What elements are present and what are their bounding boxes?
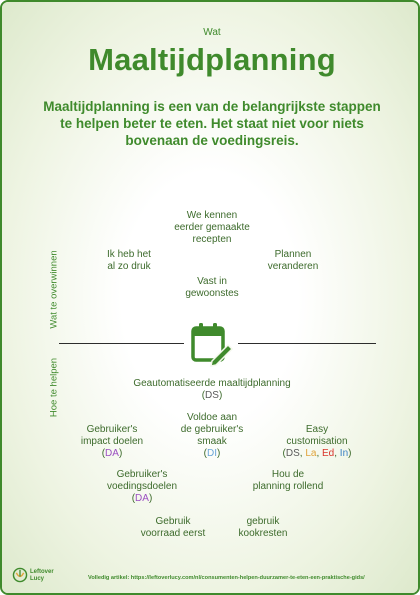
- tag-separator: ,: [299, 448, 306, 459]
- leftover-lucy-logo-icon: [12, 567, 28, 583]
- tag-da: DA: [105, 448, 119, 459]
- solution-stock: [128, 516, 218, 540]
- solution-stock-label: Gebruik voorraad eerst: [140, 516, 206, 539]
- solution-automated: [102, 378, 322, 402]
- tag-paren-open: (: [101, 448, 106, 459]
- solution-custom-label: Easy customisation: [286, 424, 348, 447]
- tag-ds: DS: [205, 390, 219, 401]
- tag-di: DI: [207, 448, 217, 459]
- tag-paren-open: (: [131, 493, 136, 504]
- solution-custom-tags: [272, 448, 362, 460]
- barrier-recipes: We kennen eerder gemaakte recepten: [174, 210, 250, 245]
- tag-ed: Ed: [322, 448, 335, 459]
- article-link[interactable]: Volledig artikel: https://leftoverlucy.com/nl/consumenten-helpen-duurzamer-te-eten-een-praktische-gids/: [88, 575, 365, 581]
- solution-impact-tags: [72, 448, 152, 460]
- logo-line-1: Leftover: [30, 569, 54, 575]
- divider-left: [59, 343, 184, 344]
- axis-label-overcome: Wat te overwinnen: [48, 250, 60, 329]
- tag-la: La: [305, 448, 317, 459]
- page-title: Maaltijdplanning: [88, 42, 336, 77]
- kicker-label: Wat: [203, 27, 221, 38]
- tag-ds: DS: [285, 448, 300, 459]
- tag-paren-close: ): [218, 390, 223, 401]
- tag-in: In: [339, 448, 349, 459]
- solution-portion-tags: [167, 448, 257, 460]
- tag-separator: ,: [334, 448, 340, 459]
- logo-text: [30, 569, 54, 583]
- tag-paren-close: ): [118, 448, 123, 459]
- solution-impact-label: Gebruiker's impact doelen: [80, 424, 144, 447]
- barrier-busy: Ik heb het al zo druk: [107, 249, 151, 272]
- solution-rolling: [240, 469, 336, 493]
- tag-da: DA: [135, 493, 149, 504]
- tag-separator: ,: [316, 448, 322, 459]
- tag-paren-close: ): [348, 448, 352, 459]
- page-subtitle: Maaltijdplanning is een van de belangrijkste stappen te helpen beter te eten. Het staat niet voor niets bovenaan de voedingsreis.: [43, 99, 381, 148]
- tag-paren-open: (: [282, 448, 286, 459]
- tag-paren-close: ): [148, 493, 153, 504]
- logo-line-2: Lucy: [30, 576, 45, 582]
- tag-paren-close: ): [217, 448, 221, 459]
- tag-paren-open: (: [203, 448, 207, 459]
- solution-leftovers-label: gebruik kookresten: [238, 516, 288, 539]
- calendar-edit-icon: [188, 321, 234, 367]
- solution-portion-label: Voldoe aan de gebruiker's smaak: [180, 412, 244, 447]
- solution-impact: [72, 424, 152, 460]
- solution-nutrition-label: Gebruiker's voedingsdoelen: [106, 469, 178, 492]
- solution-automated-label: Geautomatiseerde maaltijdplanning: [133, 378, 291, 389]
- solution-nutrition: [94, 469, 190, 505]
- solution-leftovers: [228, 516, 298, 540]
- barrier-habits: Vast in gewoonstes: [185, 276, 239, 299]
- divider-right: [238, 343, 376, 344]
- solution-custom: [272, 424, 362, 460]
- solution-automated-tags: [102, 390, 322, 402]
- barrier-change-plans: Plannen veranderen: [267, 249, 319, 272]
- solution-portion: [167, 412, 257, 460]
- solution-nutrition-tags: [94, 493, 190, 505]
- tag-paren-open: (: [201, 390, 206, 401]
- solution-rolling-label: Hou de planning rollend: [252, 469, 324, 492]
- axis-label-help: Hoe te helpen: [48, 357, 60, 418]
